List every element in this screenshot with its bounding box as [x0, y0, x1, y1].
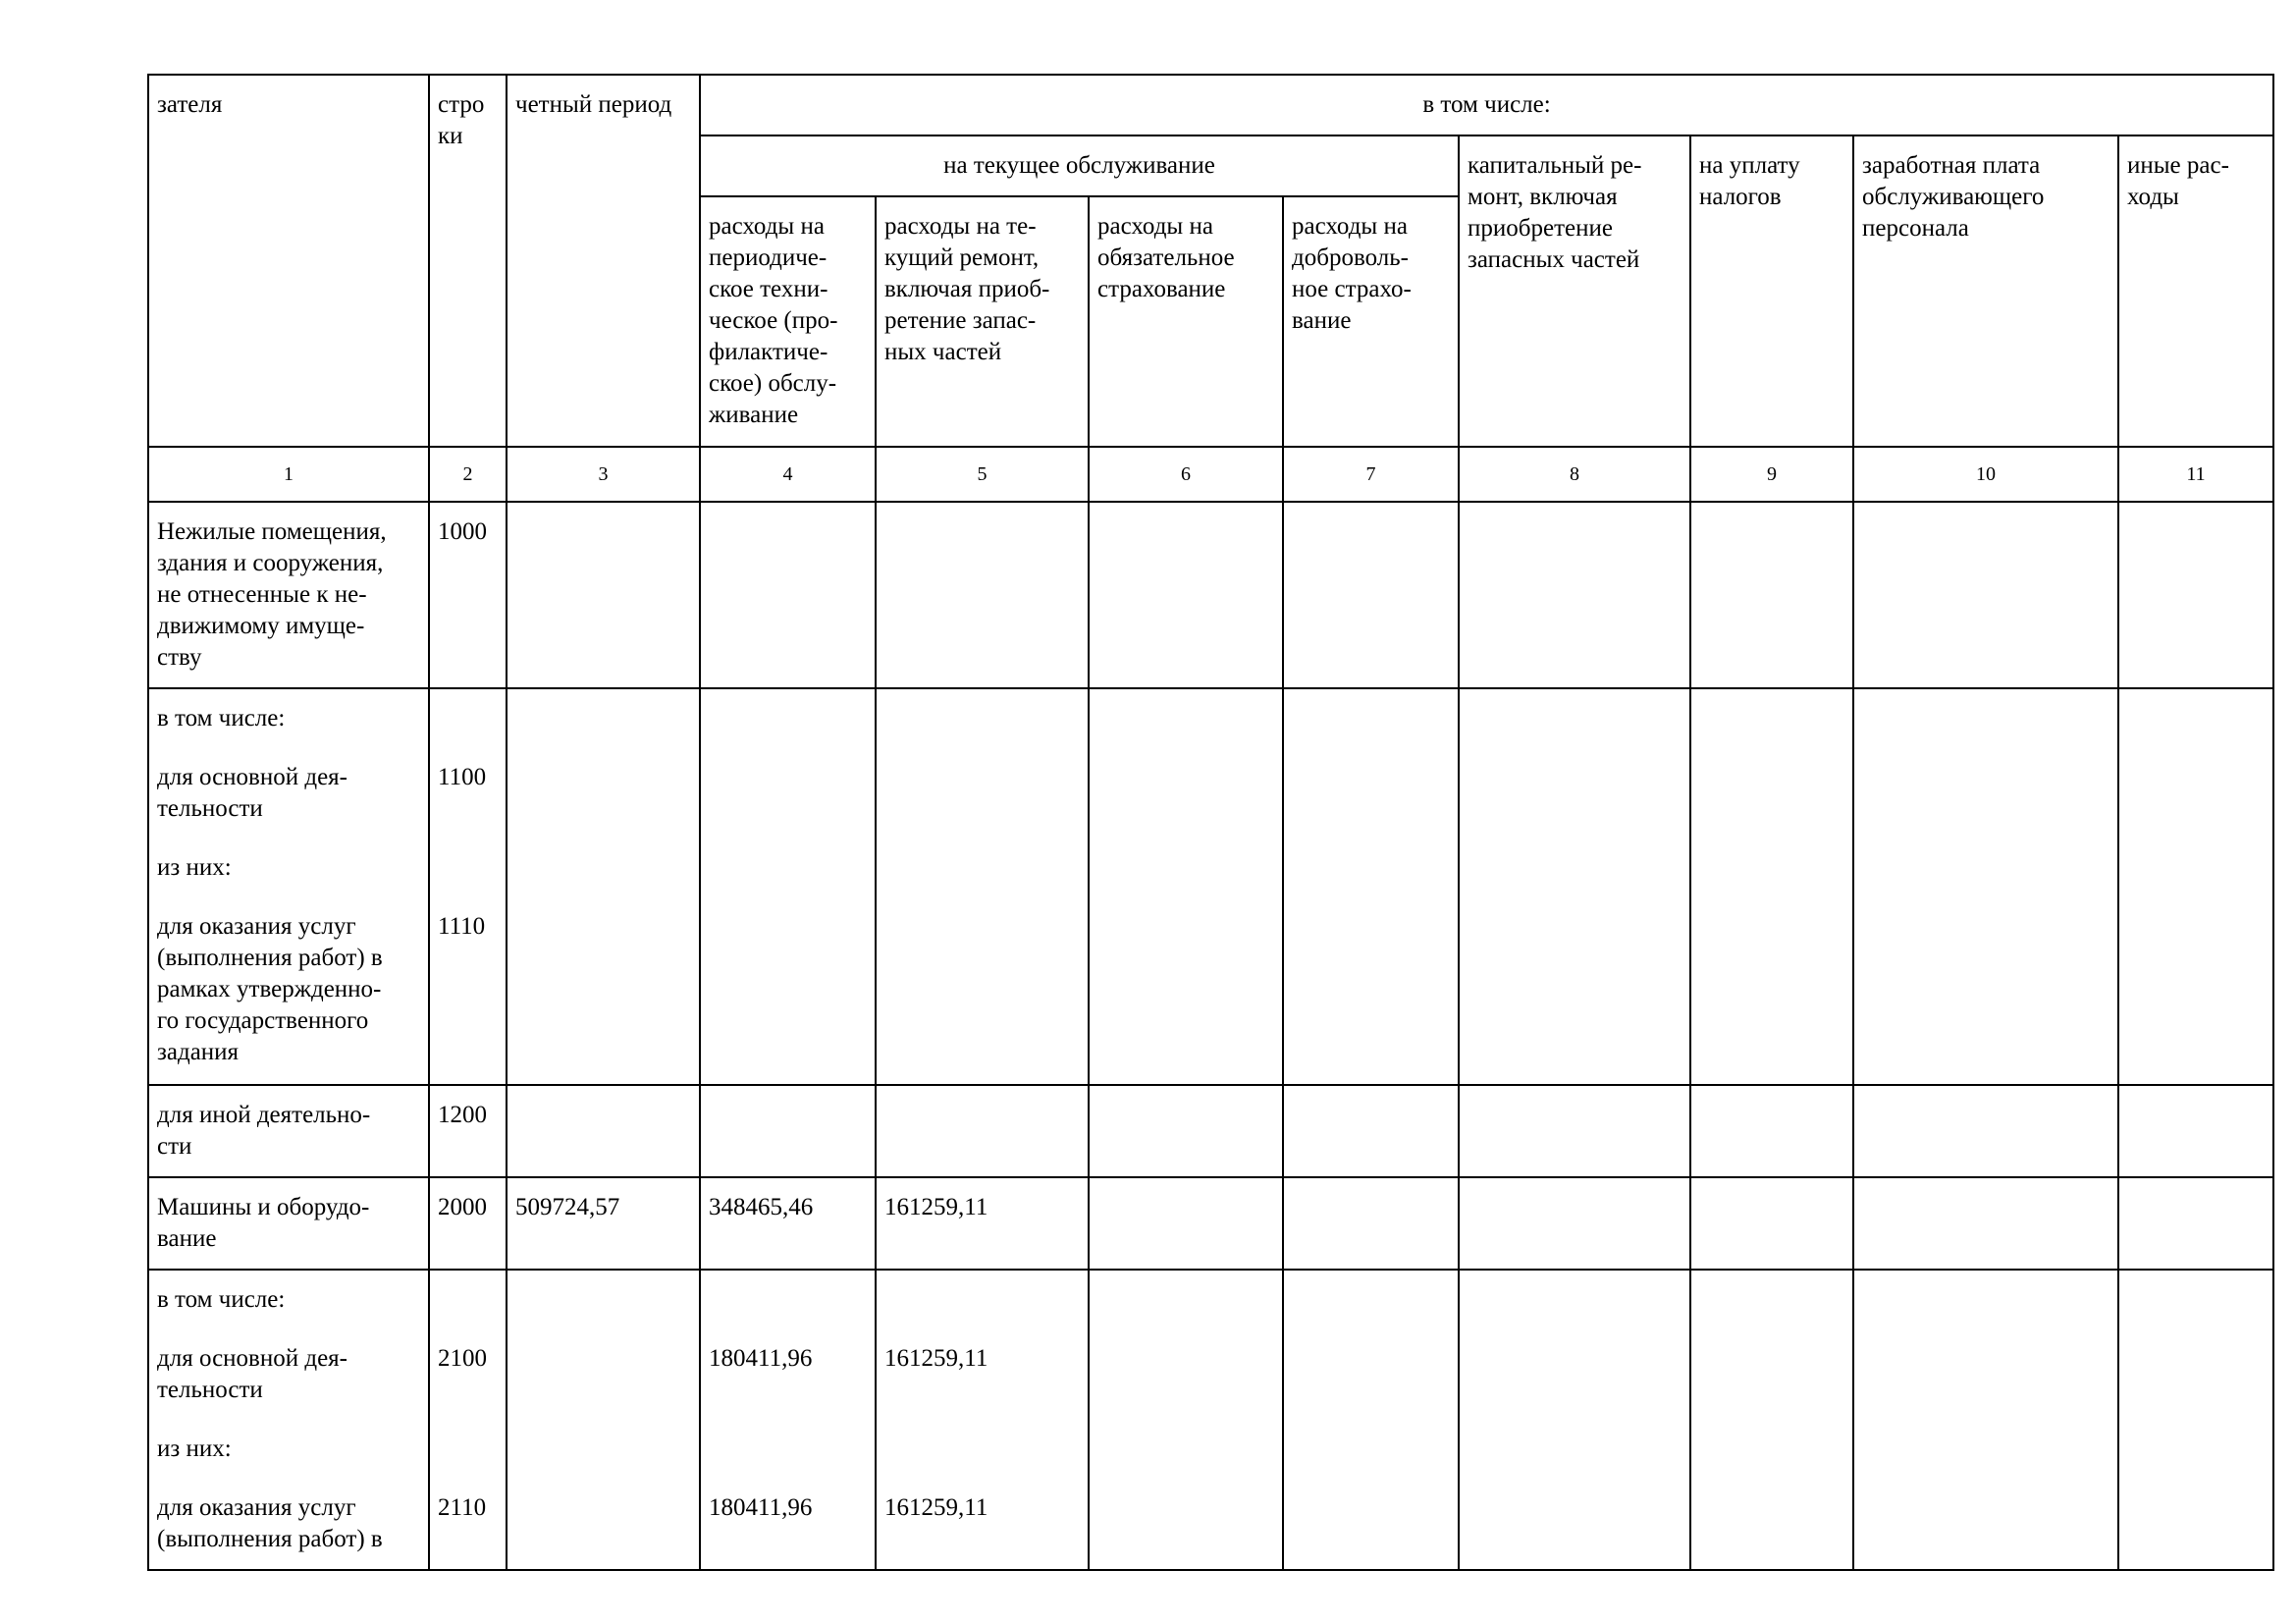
row-c11	[2118, 1177, 2273, 1270]
row-c8	[1459, 1270, 1690, 1570]
row-c9	[1690, 1270, 1853, 1570]
table-row	[148, 688, 2273, 1085]
row-c5: 161259,11 161259,11	[876, 1270, 1089, 1570]
column-number: 2	[429, 447, 507, 502]
row-code: 2000	[429, 1177, 507, 1270]
row-total: 509724,57	[507, 1177, 700, 1270]
row-name: Нежилые помещения, здания и сооружения, не отнесенные к не- движимому имуще- ству	[148, 502, 429, 688]
row-c11	[2118, 688, 2273, 1085]
row-c7	[1283, 1177, 1459, 1270]
header-other-expenses: иные рас- ходы	[2118, 135, 2273, 447]
row-c11	[2118, 1085, 2273, 1177]
row-c6	[1089, 688, 1283, 1085]
row-c5: 161259,11	[876, 1177, 1089, 1270]
row-name: для иной деятельно- сти	[148, 1085, 429, 1177]
header-taxes: на уплату налогов	[1690, 135, 1853, 447]
column-number: 9	[1690, 447, 1853, 502]
column-number: 4	[700, 447, 876, 502]
row-c4: 180411,96 180411,96	[700, 1270, 876, 1570]
expenses-table	[147, 74, 2274, 1571]
row-c8	[1459, 502, 1690, 688]
table-row	[148, 502, 2273, 688]
table-row	[148, 1177, 2273, 1270]
row-c8	[1459, 1085, 1690, 1177]
header-reporting-period: четный период	[507, 75, 700, 447]
row-c4: 348465,46	[700, 1177, 876, 1270]
column-number: 10	[1853, 447, 2118, 502]
row-name: в том числе: для основной дея- тельности из них: для оказания услуг (выполнения работ) в	[148, 1270, 429, 1570]
column-number: 1	[148, 447, 429, 502]
row-name: в том числе: для основной дея- тельности из них: для оказания услуг (выполнения работ) в рамках утвержденно- го государственного задания	[148, 688, 429, 1085]
header-line-code: стро ки	[429, 75, 507, 447]
row-c6	[1089, 1085, 1283, 1177]
row-c4	[700, 1085, 876, 1177]
row-c10	[1853, 502, 2118, 688]
row-total	[507, 502, 700, 688]
row-c7	[1283, 1085, 1459, 1177]
column-number: 11	[2118, 447, 2273, 502]
row-c8	[1459, 688, 1690, 1085]
row-code: 1200	[429, 1085, 507, 1177]
header-current-maintenance: на текущее обслуживание	[700, 135, 1459, 196]
row-code: 2100 2110	[429, 1270, 507, 1570]
table-row	[148, 1270, 2273, 1570]
row-total	[507, 1085, 700, 1177]
header-including: в том числе:	[700, 75, 2273, 135]
row-total	[507, 1270, 700, 1570]
column-numbers-row	[148, 447, 2273, 502]
column-number: 6	[1089, 447, 1283, 502]
header-row-1	[148, 75, 2273, 135]
row-c5	[876, 502, 1089, 688]
header-voluntary-insurance: расходы на доброволь- ное страхо- вание	[1283, 196, 1459, 447]
row-c6	[1089, 1270, 1283, 1570]
row-c5	[876, 1085, 1089, 1177]
row-c7	[1283, 1270, 1459, 1570]
row-total	[507, 688, 700, 1085]
row-c9	[1690, 502, 1853, 688]
row-c9	[1690, 688, 1853, 1085]
row-c5	[876, 688, 1089, 1085]
row-c10	[1853, 1085, 2118, 1177]
row-name: Машины и оборудо- вание	[148, 1177, 429, 1270]
column-number: 8	[1459, 447, 1690, 502]
column-number: 7	[1283, 447, 1459, 502]
row-c11	[2118, 502, 2273, 688]
row-code: 1000	[429, 502, 507, 688]
header-indicator: зателя	[148, 75, 429, 447]
row-c7	[1283, 502, 1459, 688]
row-c10	[1853, 1177, 2118, 1270]
row-c4	[700, 688, 876, 1085]
row-c10	[1853, 688, 2118, 1085]
row-code: 1100 1110	[429, 688, 507, 1085]
header-capital-repair: капитальный ре- монт, включая приобретение запасных частей	[1459, 135, 1690, 447]
row-c4	[700, 502, 876, 688]
header-salary: заработная плата обслуживающего персонала	[1853, 135, 2118, 447]
row-c7	[1283, 688, 1459, 1085]
table-row	[148, 1085, 2273, 1177]
column-number: 5	[876, 447, 1089, 502]
row-c8	[1459, 1177, 1690, 1270]
header-mandatory-insurance: расходы на обязательное страхование	[1089, 196, 1283, 447]
column-number: 3	[507, 447, 700, 502]
row-c9	[1690, 1177, 1853, 1270]
header-current-repair: расходы на те- кущий ремонт, включая приоб- ретение запас- ных частей	[876, 196, 1089, 447]
row-c6	[1089, 1177, 1283, 1270]
row-c11	[2118, 1270, 2273, 1570]
header-periodic-maintenance: расходы на периодиче- ское техни- ческое (про- филактиче- ское) обслу- живание	[700, 196, 876, 447]
row-c9	[1690, 1085, 1853, 1177]
row-c6	[1089, 502, 1283, 688]
row-c10	[1853, 1270, 2118, 1570]
